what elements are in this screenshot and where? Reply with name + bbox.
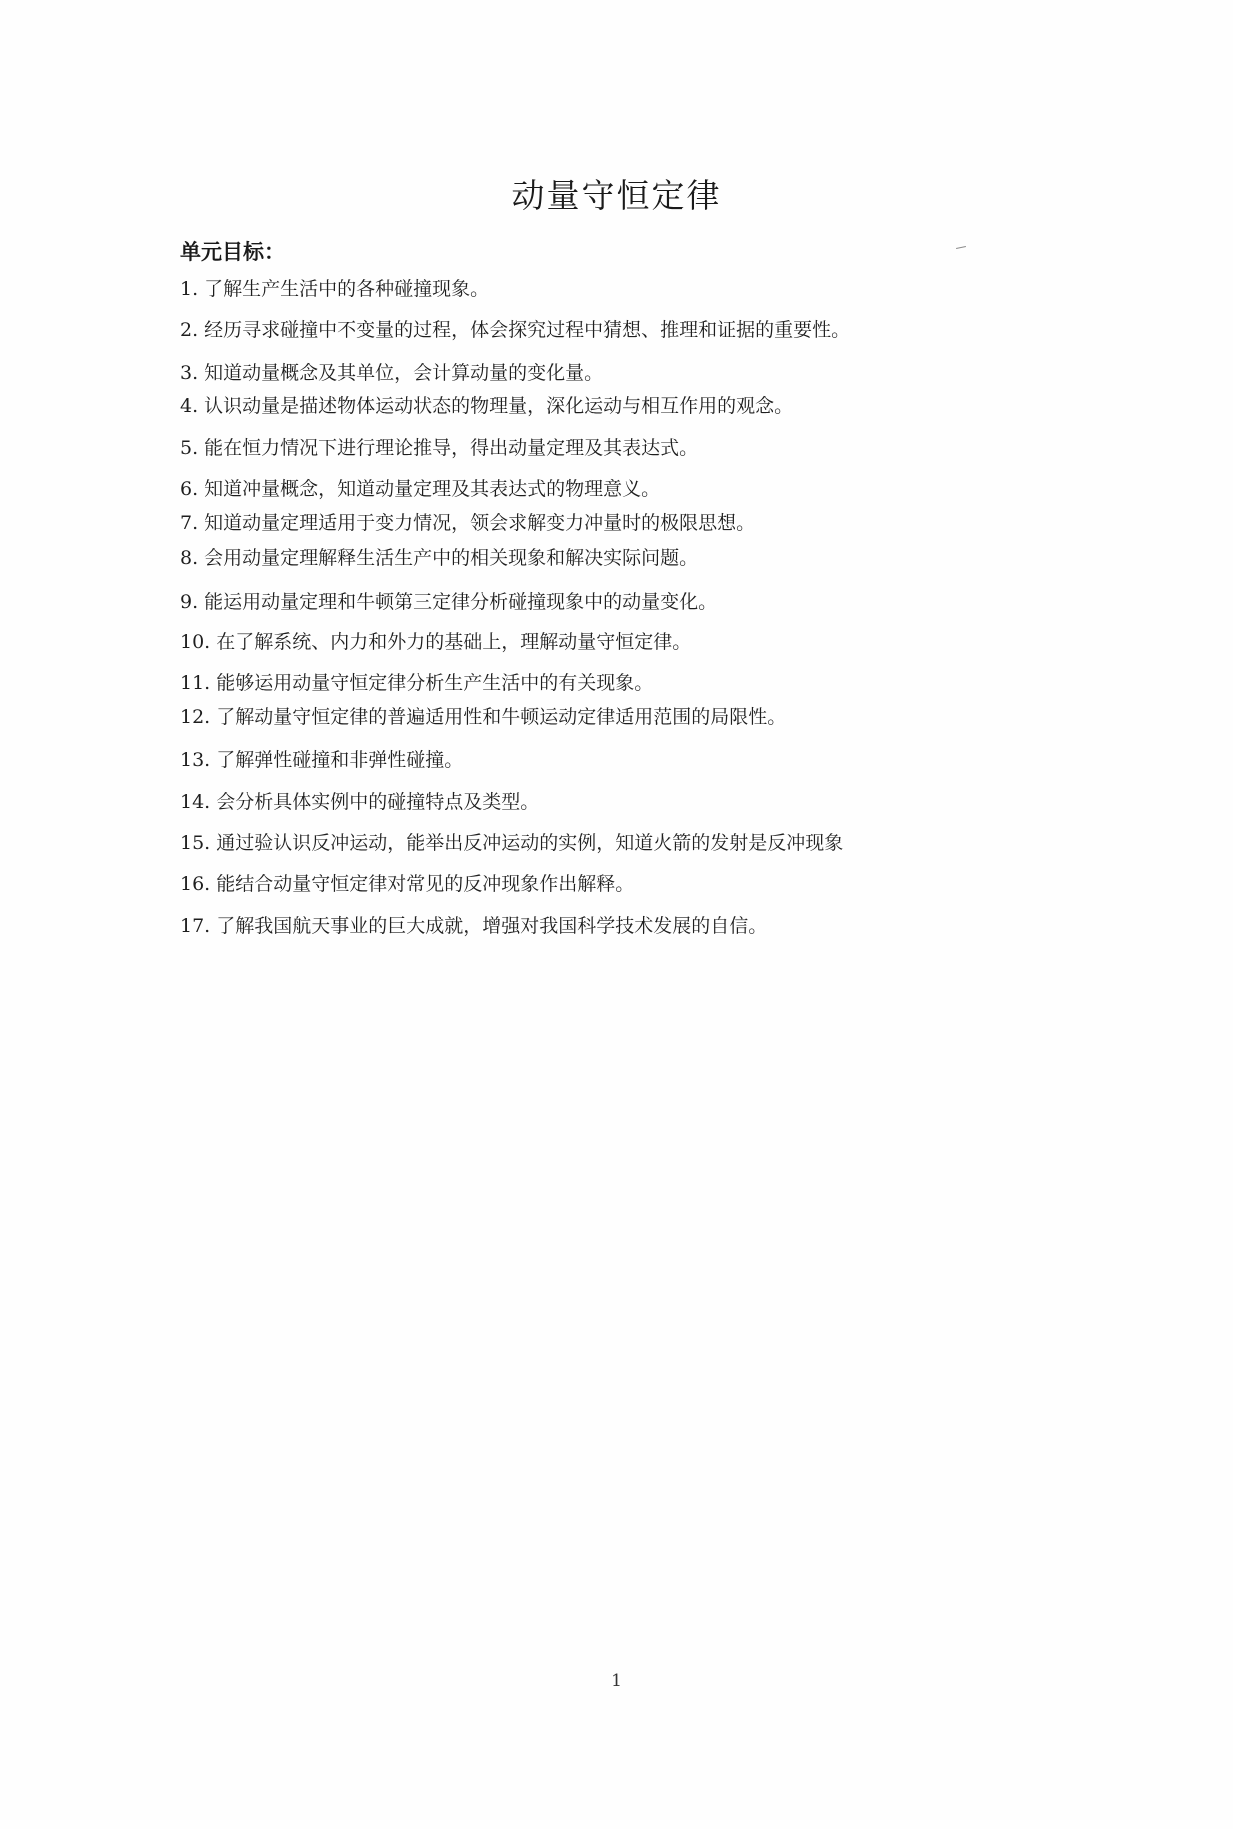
- goal-number: 15.: [180, 832, 211, 854]
- goal-text: 了解弹性碰撞和非弹性碰撞。: [216, 749, 464, 771]
- goal-text: 经历寻求碰撞中不变量的过程，体会探究过程中猜想、推理和证据的重要性。: [204, 319, 851, 341]
- goal-text: 能够运用动量守恒定律分析生产生活中的有关现象。: [216, 672, 654, 694]
- goal-number: 17.: [180, 915, 211, 937]
- goal-item: [180, 831, 843, 855]
- goal-item: [180, 705, 786, 729]
- goal-text: 会分析具体实例中的碰撞特点及类型。: [216, 791, 540, 813]
- goal-number: 5.: [180, 437, 199, 459]
- goal-text: 知道冲量概念，知道动量定理及其表达式的物理意义。: [204, 478, 661, 500]
- goal-item: [180, 914, 767, 938]
- goal-text: 了解生产生活中的各种碰撞现象。: [204, 278, 490, 300]
- goal-text: 会用动量定理解释生活生产中的相关现象和解决实际问题。: [204, 547, 699, 569]
- goal-number: 9.: [180, 591, 199, 613]
- goal-number: 13.: [180, 749, 211, 771]
- goal-item: [180, 546, 698, 570]
- goal-text: 知道动量概念及其单位，会计算动量的变化量。: [204, 362, 604, 384]
- goal-number: 11.: [180, 672, 211, 694]
- goal-text: 能结合动量守恒定律对常见的反冲现象作出解释。: [216, 873, 635, 895]
- page-title: 动量守恒定律: [511, 176, 722, 215]
- goal-item: [180, 630, 691, 654]
- goal-number: 10.: [180, 631, 211, 653]
- goal-number: 14.: [180, 791, 211, 813]
- goal-item: [180, 318, 850, 342]
- goal-text: 了解动量守恒定律的普遍适用性和牛顿运动定律适用范围的局限性。: [216, 706, 787, 728]
- goal-text: 通过验认识反冲运动，能举出反冲运动的实例，知道火箭的发射是反冲现象: [216, 832, 844, 854]
- goal-number: 7.: [180, 512, 199, 534]
- goal-item: [180, 394, 793, 418]
- goal-number: 6.: [180, 478, 199, 500]
- goal-item: [180, 671, 653, 695]
- section-heading: 单元目标：: [180, 240, 285, 264]
- goal-item: [180, 477, 660, 501]
- goal-item: [180, 361, 603, 385]
- goal-item: [180, 790, 539, 814]
- goal-number: 2.: [180, 319, 199, 341]
- scan-speck: [956, 246, 966, 249]
- goal-text: 了解我国航天事业的巨大成就，增强对我国科学技术发展的自信。: [216, 915, 768, 937]
- goal-item: [180, 872, 634, 896]
- goal-item: [180, 590, 717, 614]
- goal-number: 3.: [180, 362, 199, 384]
- goal-number: 1.: [180, 278, 199, 300]
- goal-number: 12.: [180, 706, 211, 728]
- goal-number: 4.: [180, 395, 199, 417]
- goal-text: 能在恒力情况下进行理论推导，得出动量定理及其表达式。: [204, 437, 699, 459]
- goal-text: 能运用动量定理和牛顿第三定律分析碰撞现象中的动量变化。: [204, 591, 718, 613]
- goal-text: 知道动量定理适用于变力情况，领会求解变力冲量时的极限思想。: [204, 512, 756, 534]
- page-number: 1: [611, 1671, 622, 1691]
- goal-number: 8.: [180, 547, 199, 569]
- goal-number: 16.: [180, 873, 211, 895]
- goal-text: 认识动量是描述物体运动状态的物理量，深化运动与相互作用的观念。: [204, 395, 794, 417]
- goal-item: [180, 748, 463, 772]
- goal-item: [180, 436, 698, 460]
- goal-item: [180, 277, 489, 301]
- goal-item: [180, 511, 755, 535]
- goal-text: 在了解系统、内力和外力的基础上，理解动量守恒定律。: [216, 631, 692, 653]
